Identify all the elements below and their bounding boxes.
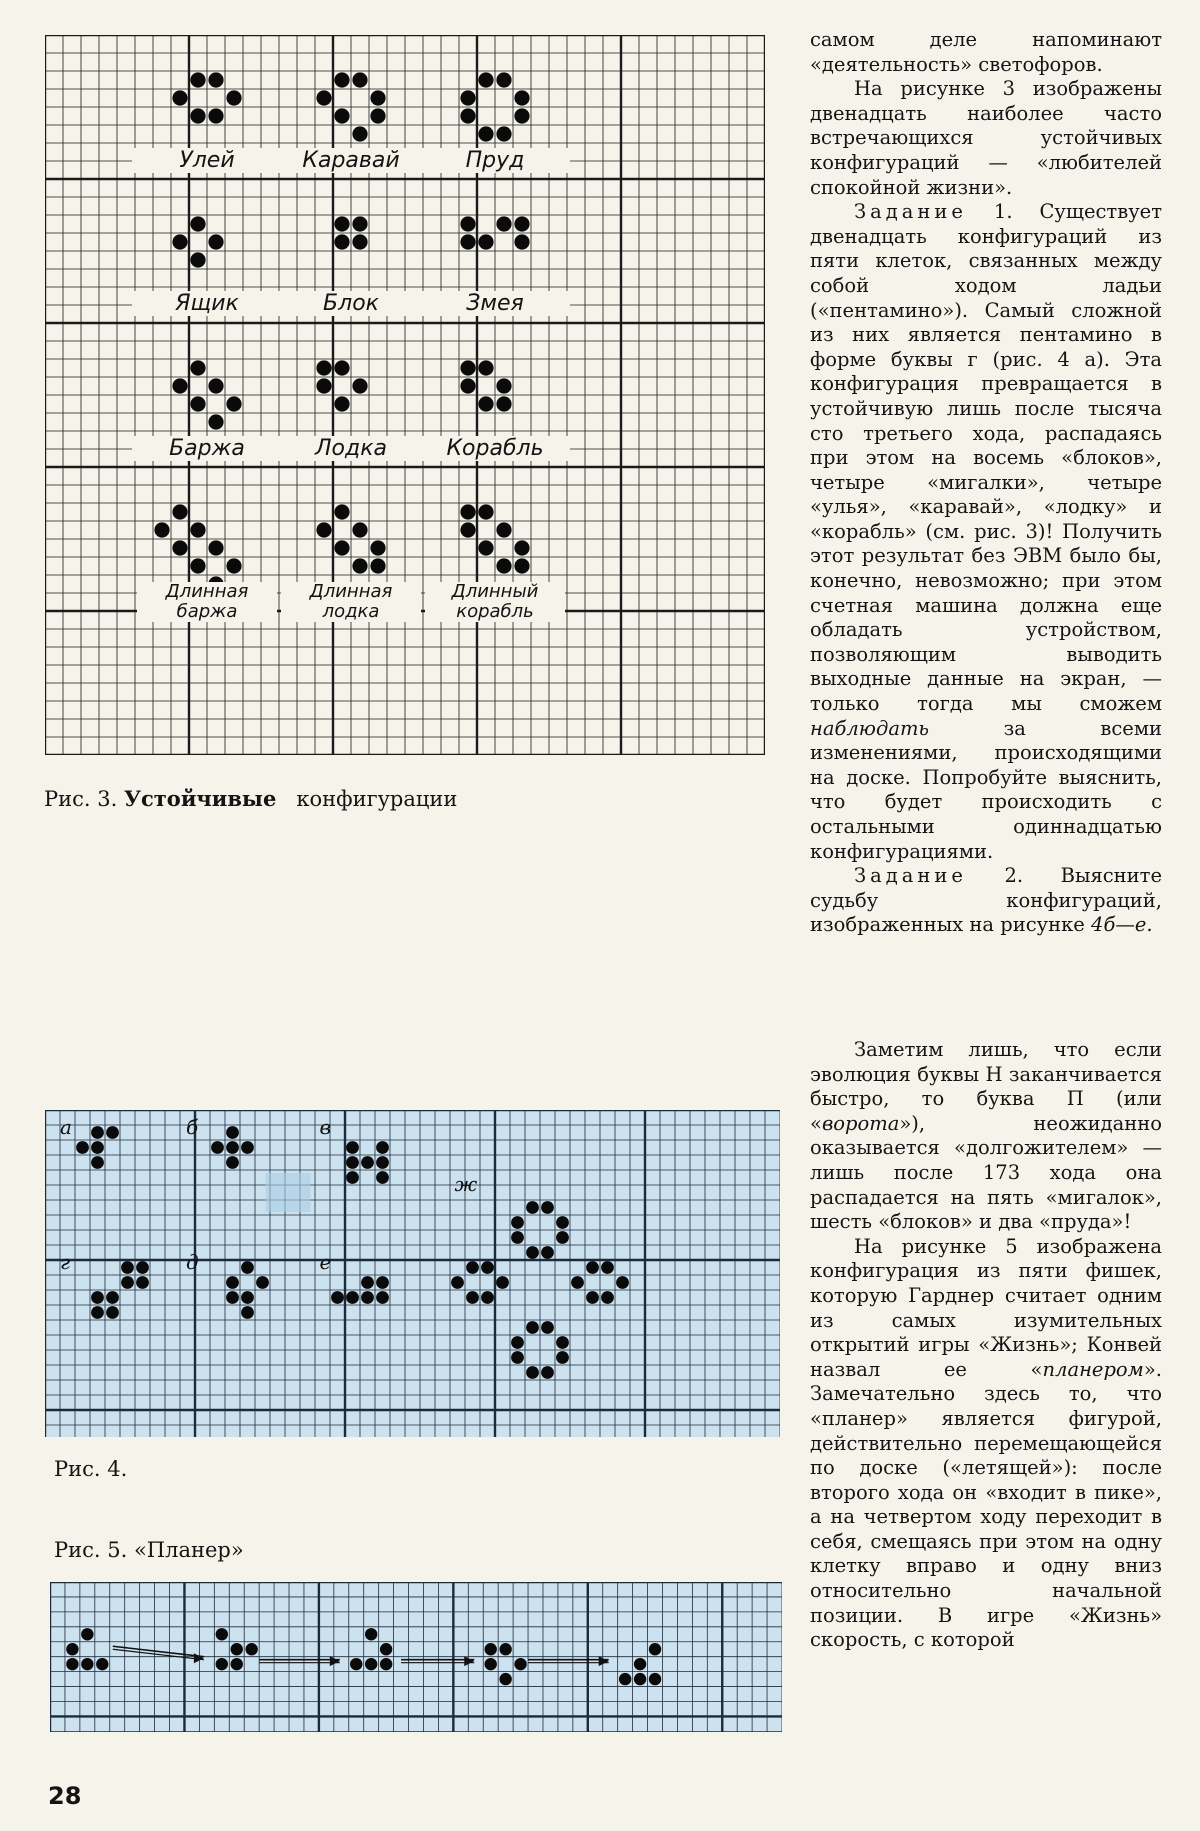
live-cell (346, 1291, 359, 1304)
live-cell (496, 558, 511, 573)
live-cell (316, 522, 331, 537)
live-cell (226, 1156, 239, 1169)
subfigure-letter: ж (454, 1172, 478, 1196)
live-cell (334, 504, 349, 519)
live-cell (96, 1658, 108, 1670)
task-1-end: за всеми изменениями, происходящими на доске. Попробуйте выяснить, что будет происходить с остальными одиннадцатью конфигурациями. (810, 716, 1162, 863)
live-cell (460, 216, 475, 231)
live-cell (380, 1658, 392, 1670)
paragraph-6-italic: планером (1042, 1357, 1144, 1381)
live-cell (190, 216, 205, 231)
figure-3-grid (45, 35, 765, 755)
live-cell (370, 540, 385, 555)
live-cell (478, 360, 493, 375)
live-cell (571, 1276, 584, 1289)
live-cell (121, 1276, 134, 1289)
live-cell (106, 1126, 119, 1139)
live-cell (496, 378, 511, 393)
live-cell (231, 1658, 243, 1670)
live-cell (226, 1276, 239, 1289)
live-cell (376, 1171, 389, 1184)
live-cell (478, 396, 493, 411)
page-number: 28 (48, 1782, 82, 1810)
live-cell (352, 558, 367, 573)
live-cell (556, 1216, 569, 1229)
live-cell (81, 1658, 93, 1670)
live-cell (91, 1306, 104, 1319)
live-cell (346, 1141, 359, 1154)
live-cell (208, 378, 223, 393)
label-line-2: лодка (322, 601, 380, 623)
live-cell (172, 540, 187, 555)
live-cell (649, 1643, 661, 1655)
figure-5-grid (50, 1582, 782, 1732)
live-cell (484, 1658, 496, 1670)
live-cell (172, 378, 187, 393)
live-cell (231, 1643, 243, 1655)
live-cell (76, 1141, 89, 1154)
live-cell (106, 1291, 119, 1304)
configuration-label: Каравай (276, 148, 426, 173)
live-cell (172, 90, 187, 105)
grid-lines (45, 35, 765, 755)
live-cell (514, 108, 529, 123)
live-cell (511, 1351, 524, 1364)
live-cell (91, 1156, 104, 1169)
configuration-label-two-line (425, 582, 565, 622)
live-cell (208, 414, 223, 429)
live-cell (526, 1366, 539, 1379)
figure-3-caption (44, 786, 457, 812)
live-cell (334, 540, 349, 555)
live-cell (586, 1261, 599, 1274)
configuration-label-two-line (137, 582, 277, 622)
live-cell (226, 1141, 239, 1154)
subfigure-letter: г (60, 1250, 71, 1274)
paragraph-1: самом деле напоминают «деятельность» светофоров. (810, 28, 1162, 76)
live-cell (190, 396, 205, 411)
live-cell (352, 216, 367, 231)
subfigure-letter: е (319, 1250, 332, 1274)
live-cell (361, 1156, 374, 1169)
live-cell (226, 558, 241, 573)
live-cell (460, 522, 475, 537)
live-cell (586, 1291, 599, 1304)
live-cell (352, 378, 367, 393)
paragraph-6-end: ». Замечательно здесь то, что «планер» является фигурой, действительно перемещающейся по доске («летящей»): после второго хода он «входит в пике», а на четвертом ходу переходит в себя, смещаясь при этом на одну клетку вправо и одну вниз относительно начальной позиции. В игре «Жизнь» скорость, с которой (810, 1357, 1162, 1652)
live-cell (634, 1658, 646, 1670)
label-line-1: Длинный (451, 581, 539, 603)
live-cell (216, 1658, 228, 1670)
live-cell (496, 126, 511, 141)
live-cell (256, 1276, 269, 1289)
figure-5 (50, 1582, 782, 1732)
task-1-text: 1. Существует двенадцать конфигураций из пяти клеток, связанных между собой ходом ладьи («пентамино»). Самый сложной из них является пентамино в форме буквы г (рис. 4 а). Эта конфигурация превращается в устойчивую лишь после тысяча сто третьего хода, распадаясь при этом на восемь «блоков», четыре «мигалки», четыре «улья», «каравай», «лодку» и «корабль» (см. рис. 3)! Получить этот результат без ЭВМ было бы, конечно, невозможно; при этом счетная машина должна еще обладать устройством, позволяющим выводить выходные данные на экран, — только тогда мы сможем (810, 200, 1163, 716)
configuration-label: Пруд (420, 148, 570, 173)
live-cell (376, 1276, 389, 1289)
live-cell (81, 1628, 93, 1640)
label-line-1: Длинная (309, 581, 393, 603)
figure-3 (45, 35, 765, 755)
live-cell (601, 1261, 614, 1274)
live-cell (316, 360, 331, 375)
task-1-label: Задание (854, 200, 967, 224)
configuration-label: Блок (276, 291, 426, 316)
live-cell (478, 234, 493, 249)
live-cell (478, 72, 493, 87)
live-cell (451, 1276, 464, 1289)
configuration-label: Баржа (132, 436, 282, 461)
live-cell (331, 1291, 344, 1304)
text-column (810, 28, 1162, 938)
figure-4 (45, 1110, 780, 1437)
live-cell (216, 1628, 228, 1640)
live-cell (245, 1643, 257, 1655)
live-cell (460, 234, 475, 249)
paragraph-3 (810, 200, 1162, 864)
live-cell (466, 1261, 479, 1274)
live-cell (241, 1306, 254, 1319)
live-cell (481, 1291, 494, 1304)
live-cell (481, 1261, 494, 1274)
live-cell (136, 1276, 149, 1289)
subfigure-letter: а (60, 1115, 72, 1139)
text-column-lower (810, 1038, 1162, 1653)
live-cell (514, 1658, 526, 1670)
live-cell (541, 1201, 554, 1214)
live-cell (226, 1291, 239, 1304)
live-cell (460, 504, 475, 519)
configuration-label-two-line (281, 582, 421, 622)
live-cell (541, 1321, 554, 1334)
figure-3-caption-rest: конфигурации (296, 787, 458, 811)
live-cell (352, 522, 367, 537)
live-cell (241, 1291, 254, 1304)
task-2-text: 2. Выясните судьбу конфигураций, изображенных на рисунке (810, 864, 1163, 937)
live-cell (346, 1156, 359, 1169)
live-cell (370, 558, 385, 573)
paragraph-4 (810, 864, 1162, 938)
live-cell (649, 1673, 661, 1685)
grid-paper (45, 1110, 780, 1437)
live-cell (460, 378, 475, 393)
live-cell (241, 1141, 254, 1154)
live-cell (484, 1643, 496, 1655)
live-cell (211, 1141, 224, 1154)
live-cell (190, 522, 205, 537)
live-cell (334, 216, 349, 231)
live-cell (190, 252, 205, 267)
live-cell (370, 90, 385, 105)
live-cell (478, 504, 493, 519)
live-cell (346, 1171, 359, 1184)
paragraph-6 (810, 1235, 1162, 1653)
live-cell (361, 1291, 374, 1304)
live-cell (352, 234, 367, 249)
paragraph-6-text: На рисунке 5 изображена конфигурация из пяти фишек, которую Гарднер считает одним из самых изумительных открытий игры «Жизнь»; Конвей назвал ее « (810, 1234, 1162, 1381)
live-cell (208, 108, 223, 123)
live-cell (226, 1126, 239, 1139)
live-cell (556, 1336, 569, 1349)
subfigure-letter: д (186, 1250, 199, 1274)
subfigure-letter: б (186, 1115, 199, 1139)
live-cell (365, 1628, 377, 1640)
live-cell (136, 1261, 149, 1274)
paragraph-5-text: Заметим лишь, что если эволюция буквы Н заканчивается быстро, то буква П (или « (810, 1038, 1162, 1135)
live-cell (91, 1126, 104, 1139)
live-cell (91, 1141, 104, 1154)
label-line-2: баржа (176, 601, 238, 623)
live-cell (526, 1246, 539, 1259)
live-cell (496, 1276, 509, 1289)
figure-4-grid (45, 1110, 780, 1437)
live-cell (619, 1673, 631, 1685)
live-cell (316, 378, 331, 393)
live-cell (172, 234, 187, 249)
live-cell (526, 1201, 539, 1214)
live-cell (541, 1366, 554, 1379)
live-cell (514, 234, 529, 249)
live-cell (365, 1658, 377, 1670)
live-cell (460, 360, 475, 375)
live-cell (514, 540, 529, 555)
live-cell (376, 1141, 389, 1154)
live-cell (334, 72, 349, 87)
live-cell (190, 72, 205, 87)
live-cell (66, 1643, 78, 1655)
figure-5-caption: Рис. 5. «Планер» (54, 1538, 244, 1562)
figure-3-caption-prefix: Рис. 3. (44, 787, 118, 811)
live-cell (496, 396, 511, 411)
live-cell (478, 540, 493, 555)
live-cell (190, 108, 205, 123)
live-cell (499, 1643, 511, 1655)
live-cell (334, 108, 349, 123)
live-cell (376, 1291, 389, 1304)
configuration-label: Ящик (132, 291, 282, 316)
configuration-label: Корабль (420, 436, 570, 461)
task-1-italic: наблюдать (810, 716, 930, 740)
live-cell (496, 72, 511, 87)
live-cell (106, 1306, 119, 1319)
live-cell (334, 234, 349, 249)
live-cell (466, 1291, 479, 1304)
live-cell (334, 360, 349, 375)
live-cell (601, 1291, 614, 1304)
live-cell (556, 1231, 569, 1244)
live-cell (190, 360, 205, 375)
live-cell (478, 126, 493, 141)
live-cell (370, 108, 385, 123)
live-cell (634, 1673, 646, 1685)
live-cell (154, 522, 169, 537)
configuration-label: Змея (420, 291, 570, 316)
live-cell (316, 90, 331, 105)
live-cell (514, 216, 529, 231)
live-cell (499, 1673, 511, 1685)
live-cell (241, 1261, 254, 1274)
live-cell (91, 1291, 104, 1304)
live-cell (511, 1231, 524, 1244)
configuration-label: Лодка (276, 436, 426, 461)
live-cell (208, 72, 223, 87)
live-cell (616, 1276, 629, 1289)
live-cell (511, 1336, 524, 1349)
live-cell (460, 90, 475, 105)
task-2-italic: 4б—е. (1091, 913, 1153, 937)
live-cell (361, 1276, 374, 1289)
paragraph-2: На рисунке 3 изображены двенадцать наиболее часто встречающихся устойчивых конфигураций — «любителей спокойной жизни». (810, 77, 1162, 199)
live-cell (556, 1351, 569, 1364)
paragraph-5 (810, 1038, 1162, 1235)
label-line-1: Длинная (165, 581, 249, 603)
live-cell (226, 396, 241, 411)
live-cell (121, 1261, 134, 1274)
live-cell (334, 396, 349, 411)
subfigure-letter: в (319, 1115, 332, 1139)
configuration-label: Улей (132, 148, 282, 173)
live-cell (66, 1658, 78, 1670)
live-cell (514, 90, 529, 105)
live-cell (352, 72, 367, 87)
live-cell (496, 216, 511, 231)
paragraph-5-end: »), неожиданно оказывается «долгожителем» — лишь после 173 хода она распадается на пять «мигалок», шесть «блоков» и два «пруда»! (810, 1111, 1162, 1234)
live-cell (208, 234, 223, 249)
label-line-2: корабль (456, 601, 534, 623)
live-cell (172, 504, 187, 519)
live-cell (541, 1246, 554, 1259)
live-cell (496, 522, 511, 537)
figure-3-caption-bold: Устойчивые (123, 786, 277, 811)
live-cell (208, 540, 223, 555)
figure-4-caption: Рис. 4. (54, 1457, 128, 1481)
live-cell (350, 1658, 362, 1670)
task-2-label: Задание (854, 864, 967, 888)
live-cell (376, 1156, 389, 1169)
live-cell (460, 108, 475, 123)
live-cell (511, 1216, 524, 1229)
live-cell (380, 1643, 392, 1655)
live-cell (526, 1321, 539, 1334)
live-cell (226, 90, 241, 105)
live-cell (352, 126, 367, 141)
paragraph-5-italic: ворота (821, 1111, 900, 1135)
live-cell (190, 558, 205, 573)
live-cell (514, 558, 529, 573)
